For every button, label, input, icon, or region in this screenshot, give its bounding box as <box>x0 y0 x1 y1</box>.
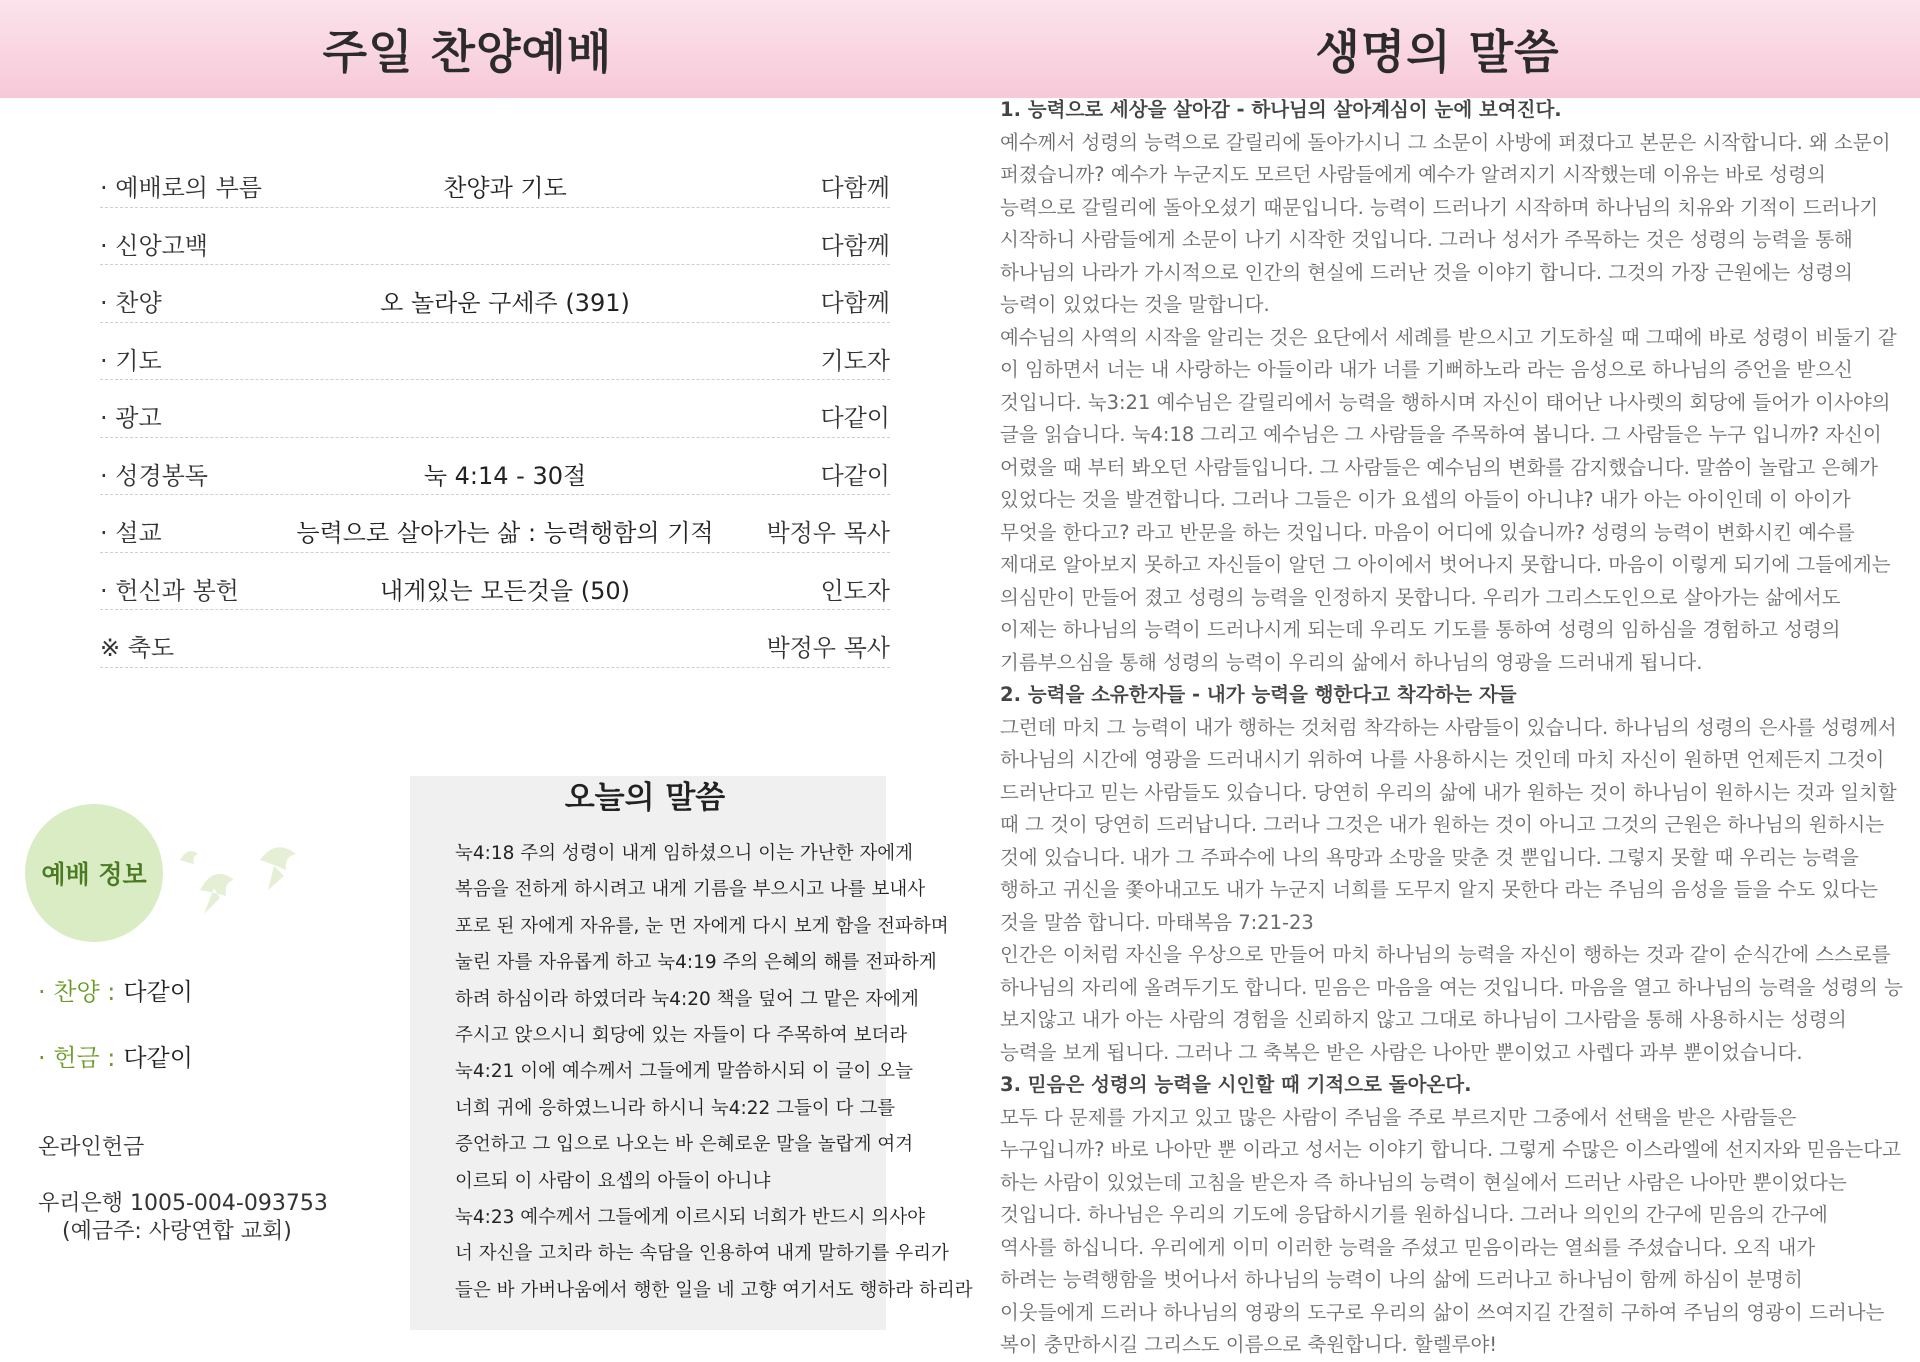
offering-info <box>38 1038 193 1073</box>
service-row <box>100 610 890 668</box>
sermon-heading: 3. 믿음은 성령의 능력을 시인할 때 기적으로 돌아온다. <box>1000 1073 1472 1096</box>
service-item-name: · 예배로의 부름 <box>100 174 262 202</box>
service-item-name: ※ 축도 <box>100 634 175 662</box>
sermon-line: 인간은 이처럼 자신을 우상으로 만들어 마치 하나님의 능력을 자신이 행하는 것과 같이 순식간에 스스로를 <box>1000 943 1891 966</box>
service-row <box>100 150 890 208</box>
service-item-name: · 광고 <box>100 404 162 432</box>
sermon-text <box>1000 94 1920 1362</box>
scripture-line: 눅4:21 이에 예수께서 그들에게 말씀하시되 이 글이 오늘 <box>455 1061 914 1083</box>
service-item-title: 눅 4:14 - 30절 <box>423 461 587 490</box>
today-word-text <box>455 836 973 1309</box>
sermon-line: 이 임하면서 너는 내 사랑하는 아들이라 내가 너를 기뻐하노라 라는 음성으로 하나님의 증언을 받으신 <box>1000 358 1853 381</box>
service-item-name: · 설교 <box>100 519 162 547</box>
service-row <box>100 208 890 266</box>
sermon-line: 이웃들에게 드러나 하나님의 영광의 도구로 우리의 삶이 쓰여지길 간절히 구하여 주님의 영광이 드러나는 <box>1000 1300 1885 1324</box>
service-item-leader: 다함께 <box>820 231 890 260</box>
sermon-line: 행하고 귀신을 쫓아내고도 내가 누군지 너희를 도무지 알지 못한다 라는 주님의 음성을 들을 수도 있다는 <box>1000 878 1878 901</box>
service-row <box>100 380 890 438</box>
service-item-leader: 기도자 <box>820 346 890 375</box>
scripture-line: 하려 하심이라 하였더라 눅4:20 책을 덮어 그 맡은 자에게 <box>455 988 919 1010</box>
service-item-title: 찬양과 기도 <box>443 174 567 202</box>
service-item-name: · 성경봉독 <box>100 461 208 490</box>
order-of-service <box>100 150 890 668</box>
sermon-line: 역사를 하십니다. 우리에게 이미 이러한 능력을 주셨고 믿음이라는 열쇠를 주셨습니다. 오직 내가 <box>1000 1235 1816 1259</box>
sermon-line: 있었다는 것을 발견합니다. 그러나 그들은 이가 요셉의 아들이 아니냐? 내가 아는 아이인데 이 아이가 <box>1000 488 1851 511</box>
sermon-line: 글을 읽습니다. 눅4:18 그리고 예수님은 그 사람들을 주목하여 봅니다. 그 사람들은 누구 입니까? 자신이 <box>1000 423 1882 446</box>
service-item-name: · 헌신과 봉헌 <box>100 576 239 605</box>
sermon-line: 모두 다 문제를 가지고 있고 많은 사람이 주님을 주로 부르지만 그중에서 선택을 받은 사람들은 <box>1000 1105 1797 1129</box>
sermon-line: 드러난다고 믿는 사람들도 있습니다. 당연히 우리의 삶에 내가 원하는 것이 하나님이 원하시는 것과 일치할 <box>1000 780 1897 804</box>
today-word-title: 오늘의 말씀 <box>564 780 726 816</box>
sermon-line: 무엇을 한다고? 라고 반문을 하는 것입니다. 마음이 어디에 있습니까? 성령의 능력이 변화시킨 예수를 <box>1000 520 1855 544</box>
offering-value: 다같이 <box>123 1044 193 1072</box>
worship-info-label: 예배 정보 <box>41 860 147 889</box>
sermon-line: 하나님의 자리에 올려두기도 합니다. 믿음은 마음을 여는 것입니다. 마음을 열고 하나님의 능력을 성령의 능 <box>1000 975 1903 999</box>
sermon-line: 능력을 보게 됩니다. 그러나 그 축복은 받은 사람은 나아만 뿐이었고 사렙다 과부 뿐이었습니다. <box>1000 1040 1803 1064</box>
sermon-line: 예수께서 성령의 능력으로 갈릴리에 돌아가시니 그 소문이 사방에 퍼졌다고 본문은 시작합니다. 왜 소문이 <box>1000 130 1891 154</box>
header-right <box>975 0 1920 98</box>
sermon-line: 하려는 능력행함을 벗어나서 하나님의 능력이 나의 삶에 드러나고 하나님이 함께 하심이 분명히 <box>1000 1268 1803 1291</box>
scripture-line: 눌린 자를 자유롭게 하고 눅4:19 주의 은혜의 해를 전파하게 <box>455 952 937 974</box>
sermon-line: 의심만이 만들어 졌고 성령의 능력을 인정하지 못합니다. 우리가 그리스도인으로 살아가는 삶에서도 <box>1000 585 1841 609</box>
praise-info <box>38 972 193 1007</box>
service-item-leader: 인도자 <box>820 576 890 605</box>
sermon-line: 능력이 있었다는 것을 말합니다. <box>1000 293 1270 316</box>
scripture-line: 눅4:23 예수께서 그들에게 이르시되 너희가 반드시 의사야 <box>455 1207 925 1229</box>
service-item-name: · 찬양 <box>100 289 162 317</box>
sermon-line: 기름부으심을 통해 성령의 능력이 우리의 삶에서 하나님의 영광을 드러내게 됩니다. <box>1000 650 1703 674</box>
sermon-line: 보지않고 내가 아는 사람의 경험을 신뢰하지 않고 그대로 하나님이 그사람을 통해 사용하시는 성령의 <box>1000 1008 1847 1031</box>
sermon-heading: 2. 능력을 소유한자들 - 내가 능력을 행한다고 착각하는 자들 <box>1000 683 1517 706</box>
header-left <box>0 0 975 98</box>
worship-title: 주일 찬양예배 <box>322 25 613 79</box>
sermon-line: 그런데 마치 그 능력이 내가 행하는 것처럼 착각하는 사람들이 있습니다. 하나님의 성령의 은사를 성령께서 <box>1000 715 1897 739</box>
service-item-title: 내게있는 모든것을 (50) <box>380 576 630 605</box>
scripture-line: 너희 귀에 응하였느니라 하시니 눅4:22 그들이 다 그를 <box>455 1097 896 1119</box>
sermon-line: 예수님의 사역의 시작을 알리는 것은 요단에서 세례를 받으시고 기도하실 때 그때에 바로 성령이 비둘기 같 <box>1000 325 1897 349</box>
sermon-section-title: 생명의 말씀 <box>1315 25 1560 79</box>
service-row <box>100 323 890 381</box>
scripture-line: 주시고 앉으시니 회당에 있는 자들이 다 주목하여 보더라 <box>455 1025 908 1047</box>
scripture-line: 복음을 전하게 하시려고 내게 기름을 부으시고 나를 보내사 <box>455 879 926 901</box>
service-item-name: · 기도 <box>100 346 162 375</box>
offering-key: · 헌금 : <box>38 1044 116 1072</box>
service-item-leader: 박정우 목사 <box>766 519 890 547</box>
service-item-title: 오 놀라운 구세주 (391) <box>380 289 630 317</box>
service-item-name: · 신앙고백 <box>100 231 208 260</box>
sermon-line: 하는 사람이 있었는데 고침을 받은자 즉 하나님의 능력이 현실에서 드러난 사람은 나아만 뿐이었다는 <box>1000 1170 1847 1194</box>
sermon-line: 하나님의 시간에 영광을 드러내시기 위하여 나를 사용하시는 것인데 마치 자신이 원하면 언제든지 그것이 <box>1000 748 1885 771</box>
sermon-line: 것입니다. 눅3:21 예수님은 갈릴리에서 능력을 행하시며 자신이 태어난 나사렛의 회당에 들어가 이사야의 <box>1000 390 1891 414</box>
service-row <box>100 438 890 496</box>
sermon-line: 하나님의 나라가 가시적으로 인간의 현실에 드러난 것을 이야기 합니다. 그것의 가장 근원에는 성령의 <box>1000 260 1853 284</box>
scripture-line: 이르되 이 사람이 요셉의 아들이 아니냐 <box>455 1170 771 1192</box>
worship-info-badge <box>25 804 163 942</box>
service-item-leader: 다같이 <box>820 404 890 432</box>
service-row <box>100 553 890 611</box>
bank-account: 우리은행 1005-004-093753 <box>38 1191 328 1216</box>
sermon-line: 것에 있습니다. 내가 그 주파수에 나의 욕망과 소망을 맞춘 것 뿐입니다. 그렇지 못할 때 우리는 능력을 <box>1000 845 1859 869</box>
scripture-line: 너 자신을 고치라 하는 속담을 인용하여 내게 말하기를 우리가 <box>455 1243 949 1265</box>
sermon-line: 제대로 알아보지 못하고 자신들이 알던 그 아이에서 벗어나지 못합니다. 마음이 이렇게 되기에 그들에게는 <box>1000 553 1891 576</box>
service-item-leader: 다함께 <box>820 289 890 317</box>
service-item-leader: 박정우 목사 <box>766 634 890 662</box>
service-item-leader: 다같이 <box>820 461 890 490</box>
sermon-line: 능력으로 갈릴리에 돌아오셨기 때문입니다. 능력이 드러나기 시작하며 하나님의 치유와 기적이 드러나기 <box>1000 195 1879 219</box>
online-offering-label: 온라인헌금 <box>38 1135 145 1160</box>
praise-key: · 찬양 : <box>38 978 116 1006</box>
service-row <box>100 495 890 553</box>
service-row <box>100 265 890 323</box>
account-holder: (예금주: 사랑연합 교회) <box>62 1219 292 1244</box>
service-item-leader: 다함께 <box>820 174 890 202</box>
praise-value: 다같이 <box>123 978 193 1006</box>
sermon-heading: 1. 능력으로 세상을 살아감 - 하나님의 살아계심이 눈에 보여진다. <box>1000 98 1562 121</box>
doves-icon <box>170 830 320 930</box>
sermon-line: 것을 말씀 합니다. 마태복음 7:21-23 <box>1000 910 1314 934</box>
sermon-line: 복이 충만하시길 그리스도 이름으로 축원합니다. 할렐루야! <box>1000 1333 1498 1356</box>
sermon-line: 퍼졌습니까? 예수가 누군지도 모르던 사람들에게 예수가 알려지기 시작했는데 이유는 바로 성령의 <box>1000 163 1826 186</box>
sermon-line: 시작하니 사람들에게 소문이 나기 시작한 것입니다. 그러나 성서가 주목하는 것은 성령의 능력을 통해 <box>1000 228 1853 251</box>
scripture-line: 눅4:18 주의 성령이 내게 임하셨으니 이는 가난한 자에게 <box>455 843 914 864</box>
sermon-line: 것입니다. 하나님은 우리의 기도에 응답하시기를 원하십니다. 그러나 의인의 간구에 믿음의 간구에 <box>1000 1203 1828 1226</box>
scripture-line: 증언하고 그 입으로 나오는 바 은혜로운 말을 놀랍게 여겨 <box>455 1134 914 1156</box>
scripture-line: 포로 된 자에게 자유를, 눈 먼 자에게 다시 보게 함을 전파하며 <box>455 915 949 937</box>
scripture-line: 들은 바 가버나움에서 행한 일을 네 고향 여기서도 행하라 하리라 <box>455 1279 973 1301</box>
sermon-line: 어렸을 때 부터 봐오던 사람들입니다. 그 사람들은 예수님의 변화를 감지했습니다. 말씀이 놀랍고 은혜가 <box>1000 455 1878 479</box>
sermon-line: 때 그 것이 당연히 드러납니다. 그러나 그것은 내가 원하는 것이 아니고 그것의 근원은 하나님의 원하시는 <box>1000 813 1885 836</box>
sermon-line: 누구입니까? 바로 나아만 뿐 이라고 성서는 이야기 합니다. 그렇게 수많은 이스라엘에 선지자와 믿음는다고 <box>1000 1138 1901 1161</box>
sermon-line: 이제는 하나님의 능력이 드러나시게 되는데 우리도 기도를 통하여 성령의 임하심을 경험하고 성령의 <box>1000 618 1841 641</box>
service-item-title: 능력으로 살아가는 삶 : 능력행함의 기적 <box>296 519 714 547</box>
